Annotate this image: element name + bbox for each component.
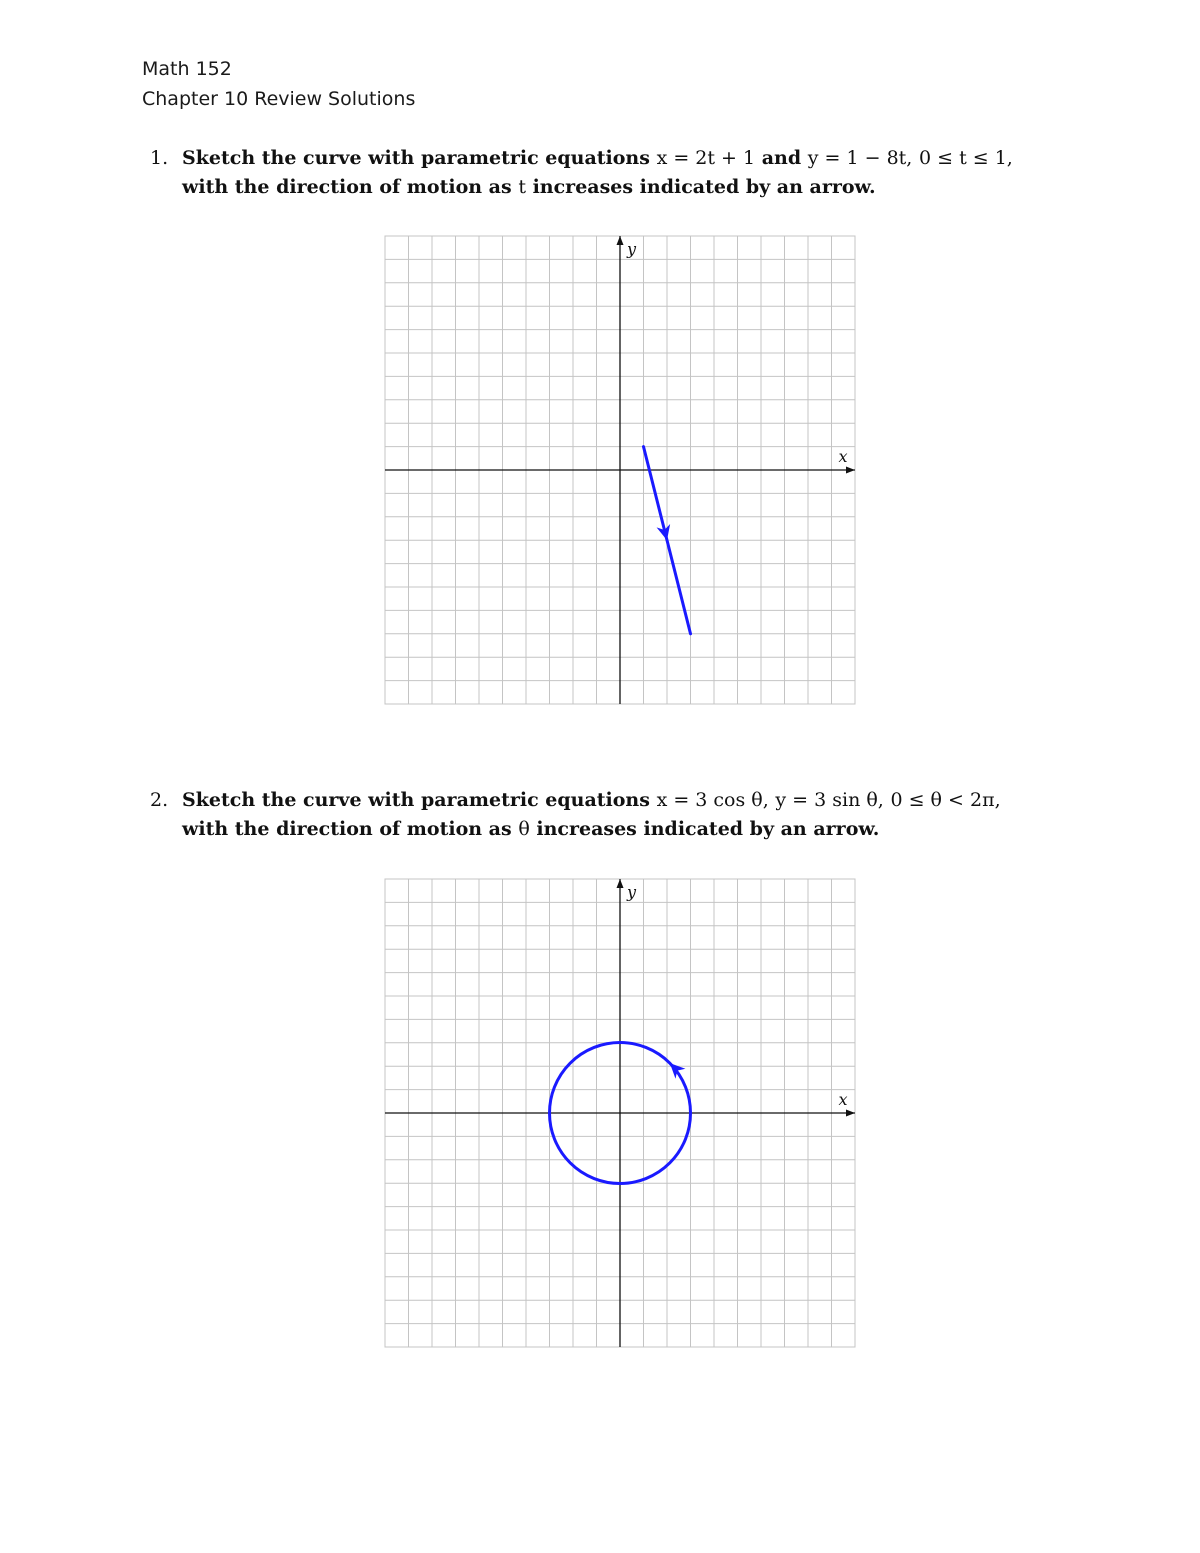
statement-text: Sketch the curve with parametric equations [182,147,650,169]
graph-2-canvas [383,877,857,1349]
statement-text: with the direction of motion as [182,176,512,198]
equation-y: y = 1 − 8t, [807,147,913,169]
statement-text: increases indicated by an arrow. [532,176,876,198]
problem-number: 1. [150,147,169,169]
page-header [142,54,415,114]
y-axis-label: y [627,882,637,902]
statement-text: increases indicated by an arrow. [536,818,880,840]
document-subtitle: Chapter 10 Review Solutions [142,88,416,110]
problem-statement-line-2 [150,173,1090,202]
x-axis-label: x [838,1089,848,1109]
problem-1 [150,144,1090,202]
parameter-domain: 0 ≤ t ≤ 1, [918,147,1013,169]
problem-number: 2. [150,789,169,811]
equation-y: y = 3 sin θ, [775,789,884,811]
connector-text: and [761,147,802,169]
parameter-symbol: t [518,176,526,198]
problem-statement-line-1 [150,786,1090,815]
parameter-symbol: θ [518,818,530,840]
problem-statement-line-2 [150,815,1090,844]
problem-statement-line-1 [150,144,1090,173]
statement-text: with the direction of motion as [182,818,512,840]
graph-1-canvas [383,234,857,706]
parameter-domain: 0 ≤ θ < 2π, [890,789,1001,811]
equation-x: x = 2t + 1 [656,147,756,169]
statement-text: Sketch the curve with parametric equations [182,789,650,811]
y-axis-label: y [627,239,637,259]
equation-x: x = 3 cos θ, [656,789,769,811]
x-axis-label: x [838,446,848,466]
graph-1 [383,234,857,706]
graph-2 [383,877,857,1349]
problem-2 [150,786,1090,844]
course-title: Math 152 [142,58,232,80]
